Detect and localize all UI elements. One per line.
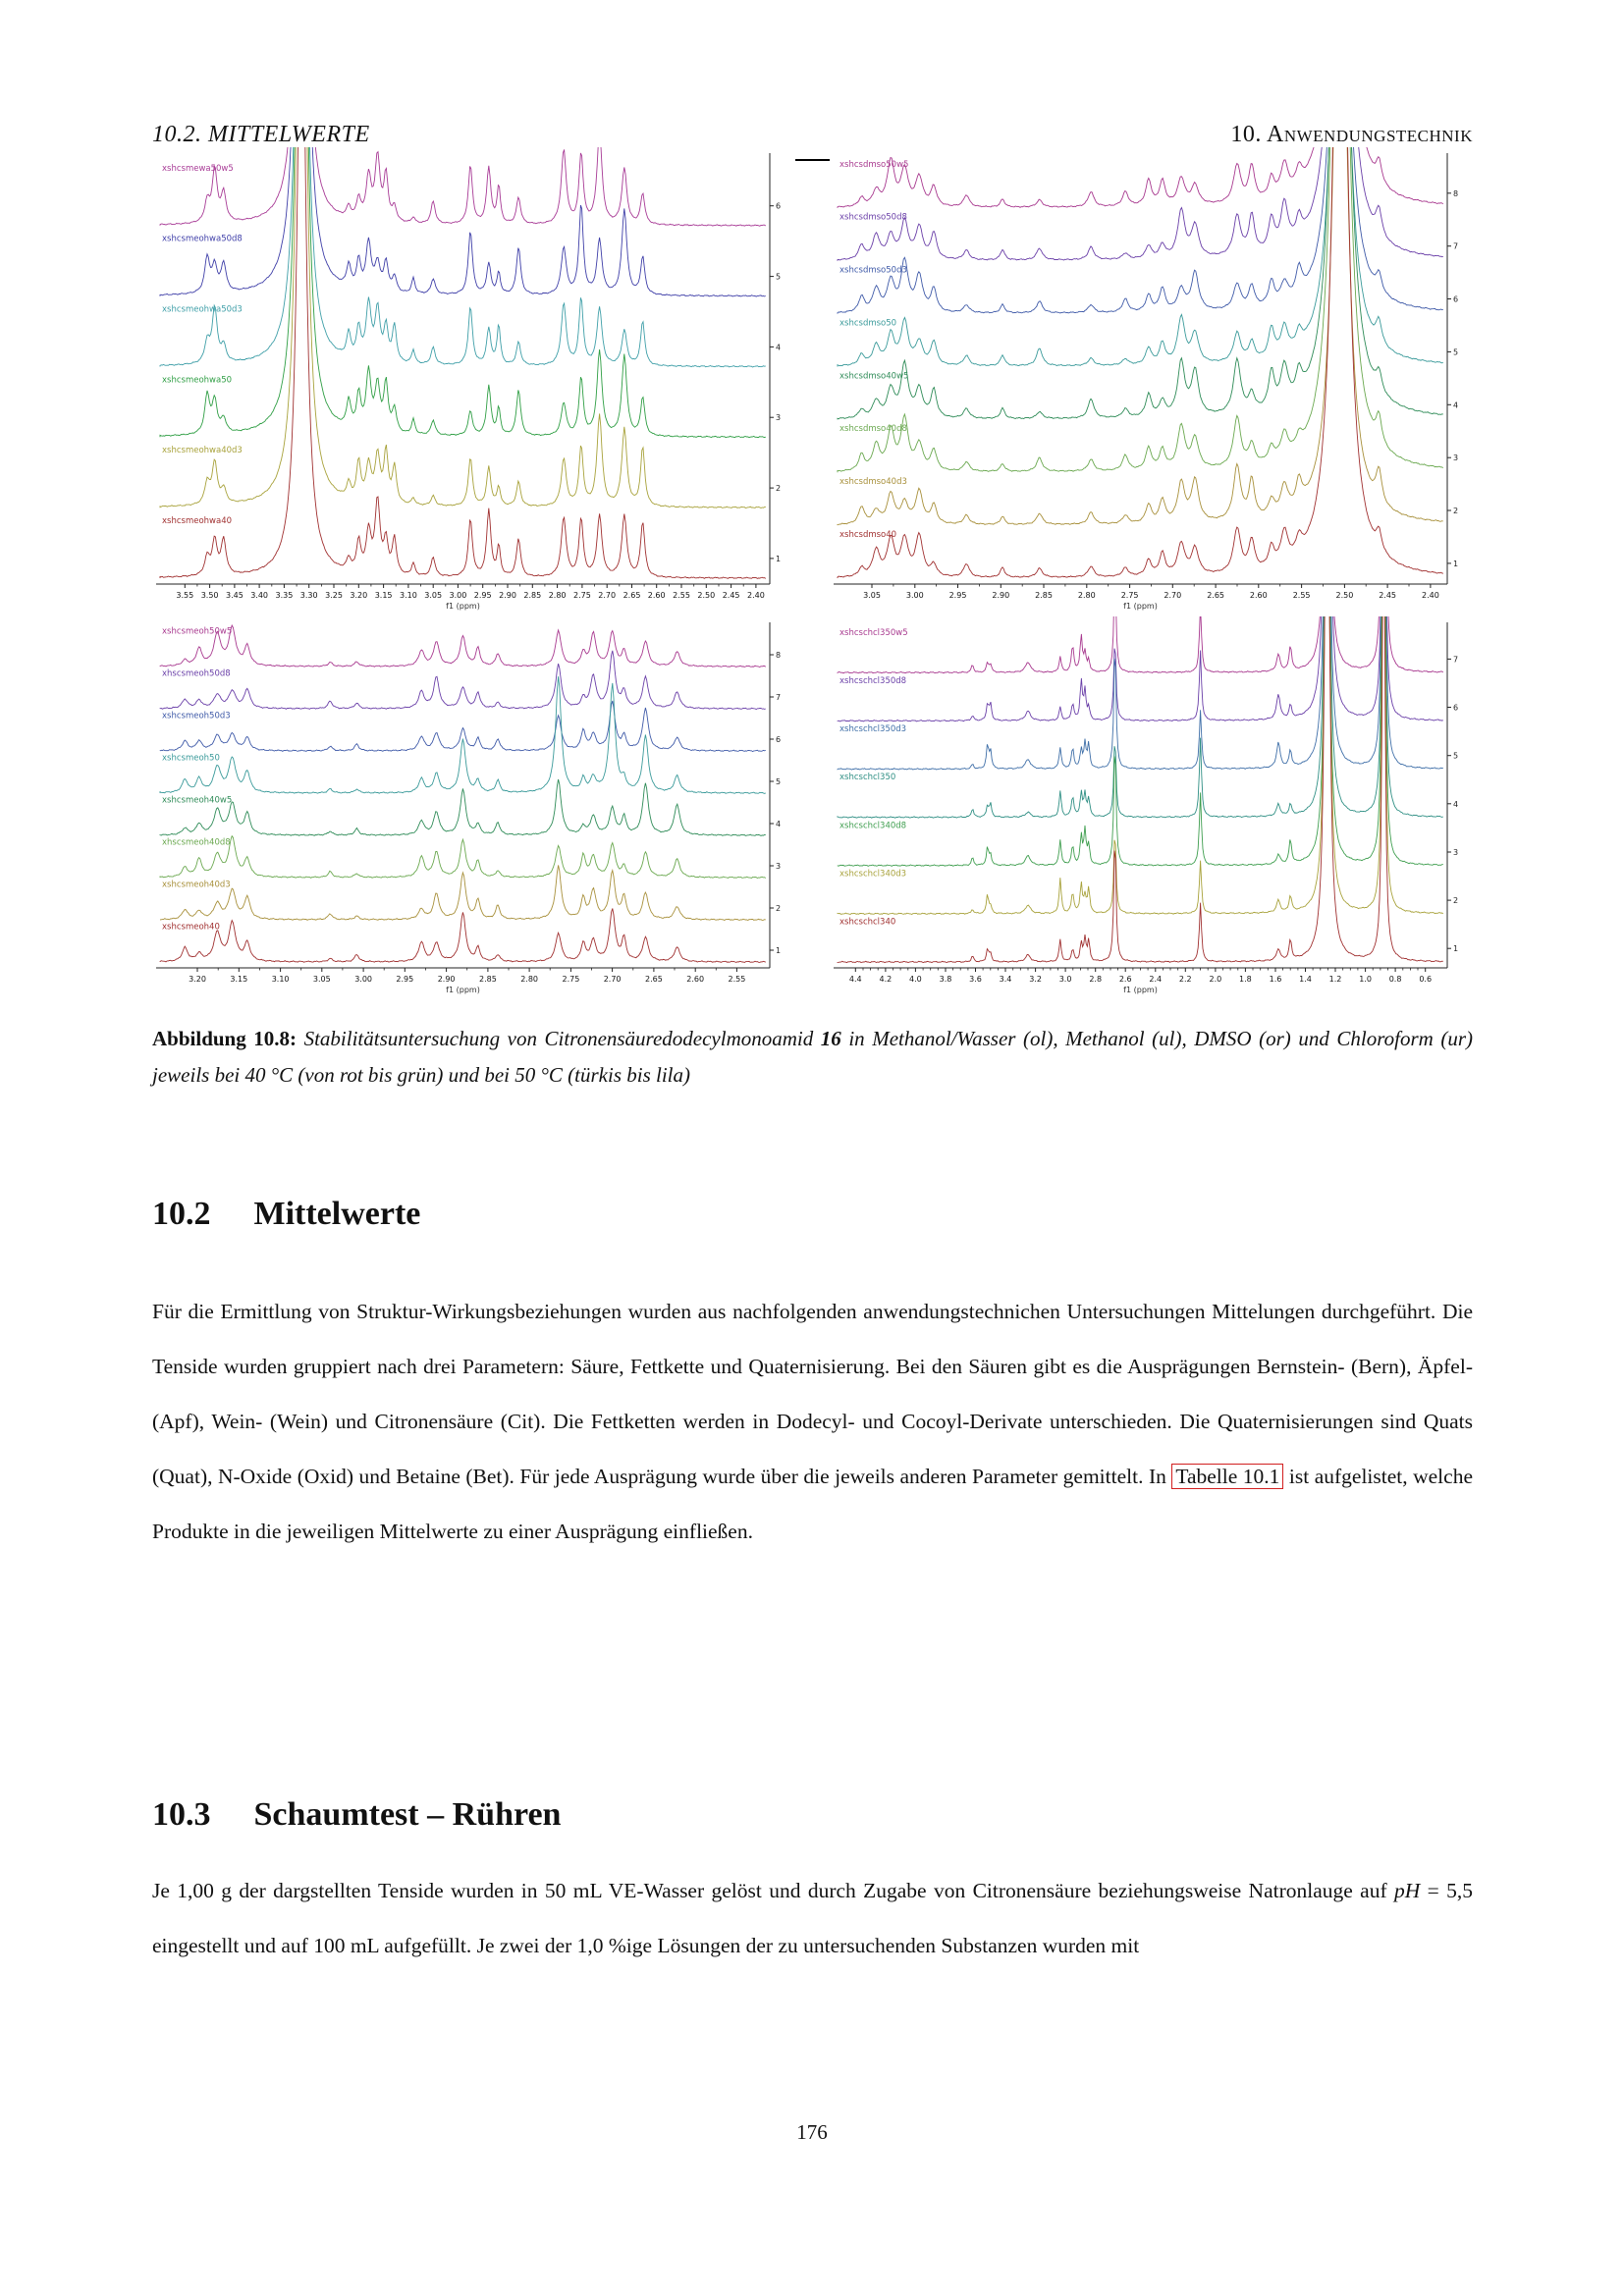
svg-text:6: 6 (1453, 294, 1459, 304)
para-10-2-text-1: Für die Ermittlung von Struktur-Wirkungsbeziehungen wurden aus nachfolgenden anwendungstechnichen Untersuchungen Mittelungen durchgeführt. Die Tenside wurden gruppiert nach drei Parametern: Säure, Fettkette und Quaternisierung. Bei den Säuren gibt es die Ausprägungen Bernstein- (Bern), Äpfel- (Apf), Wein- (Wein) und Citronensäure (Cit). Die Fettketten werden in Dodecyl- und Cocoyl-Derivate unterschieden. Die Quaternisierungen sind Quats (Quat), N-Oxide (Oxid) und Betaine (Bet). Für jede Ausprägung wurde über die jeweils anderen Parameter gemittelt. In (152, 1300, 1473, 1488)
svg-text:8: 8 (776, 651, 782, 660)
svg-text:2.70: 2.70 (603, 975, 622, 984)
svg-text:0.8: 0.8 (1388, 975, 1402, 984)
svg-text:3.35: 3.35 (275, 591, 294, 600)
svg-text:xshcschcl350: xshcschcl350 (839, 773, 896, 783)
svg-text:7: 7 (1453, 655, 1459, 665)
svg-text:7: 7 (776, 693, 782, 702)
caption-compound-number: 16 (820, 1027, 841, 1050)
svg-text:2.75: 2.75 (572, 591, 591, 600)
svg-text:f1 (ppm): f1 (ppm) (446, 602, 480, 611)
svg-text:3.00: 3.00 (449, 591, 467, 600)
svg-text:3.50: 3.50 (200, 591, 219, 600)
svg-text:7: 7 (1453, 241, 1459, 251)
svg-text:3.20: 3.20 (189, 975, 206, 984)
svg-text:1: 1 (776, 946, 782, 955)
svg-text:xshcsmeoh50: xshcsmeoh50 (162, 753, 220, 764)
svg-text:2.85: 2.85 (523, 591, 542, 600)
svg-text:2.60: 2.60 (647, 591, 666, 600)
svg-text:4: 4 (776, 343, 782, 352)
svg-text:2.2: 2.2 (1178, 975, 1192, 984)
svg-text:3.20: 3.20 (350, 591, 368, 600)
svg-text:2.70: 2.70 (598, 591, 617, 600)
svg-text:xshcsmeohwa40d3: xshcsmeohwa40d3 (162, 446, 243, 456)
running-header-right: 10. Anwendungstechnik (1230, 122, 1473, 147)
running-header-left: 10.2. MITTELWERTE (152, 122, 370, 147)
svg-text:xshcschcl350d3: xshcschcl350d3 (839, 724, 907, 735)
svg-text:f1 (ppm): f1 (ppm) (1123, 986, 1158, 994)
svg-text:2.55: 2.55 (673, 591, 690, 600)
section-10-2-heading (152, 1196, 420, 1233)
svg-text:2.80: 2.80 (1077, 591, 1096, 600)
svg-text:1.6: 1.6 (1269, 975, 1282, 984)
svg-text:2.40: 2.40 (1421, 591, 1439, 600)
para-10-3-math-eq: = 5,5 (1420, 1879, 1473, 1902)
svg-text:2: 2 (1453, 507, 1459, 515)
section-10-2-paragraph (152, 1284, 1473, 1559)
caption-text-1: Stabilitätsuntersuchung von Citronensäuredodecylmonoamid (297, 1027, 821, 1050)
svg-text:xshcsdmso40d3: xshcsdmso40d3 (839, 477, 907, 488)
svg-text:xshcsmeohwa40: xshcsmeohwa40 (162, 516, 233, 526)
svg-text:2.90: 2.90 (437, 975, 456, 984)
svg-text:2.8: 2.8 (1089, 975, 1103, 984)
svg-text:2.65: 2.65 (1207, 591, 1225, 600)
svg-text:f1 (ppm): f1 (ppm) (446, 986, 480, 994)
para-10-3-math-var: pH (1393, 1879, 1421, 1902)
svg-text:4.4: 4.4 (848, 975, 862, 984)
svg-text:3.05: 3.05 (863, 591, 881, 600)
svg-text:2.60: 2.60 (686, 975, 705, 984)
nmr-panel-dmso (830, 147, 1473, 614)
svg-text:2: 2 (776, 904, 782, 913)
svg-text:2.0: 2.0 (1209, 975, 1222, 984)
svg-text:2.60: 2.60 (1249, 591, 1268, 600)
svg-text:xshcschcl350w5: xshcschcl350w5 (839, 627, 908, 638)
section-10-3-heading (152, 1796, 561, 1834)
svg-text:0.6: 0.6 (1419, 975, 1433, 984)
svg-text:xshcsdmso40w5: xshcsdmso40w5 (839, 371, 909, 382)
svg-text:2: 2 (776, 484, 782, 494)
svg-text:xshcsmeoh50w5: xshcsmeoh50w5 (162, 626, 233, 637)
svg-text:3.40: 3.40 (250, 591, 269, 600)
svg-text:2.45: 2.45 (722, 591, 740, 600)
svg-text:1.0: 1.0 (1359, 975, 1372, 984)
svg-text:2.40: 2.40 (746, 591, 765, 600)
svg-text:3.10: 3.10 (399, 591, 417, 600)
section-10-3-number: 10.3 (152, 1796, 211, 1833)
svg-text:3: 3 (1453, 848, 1459, 857)
svg-text:3.6: 3.6 (969, 975, 982, 984)
svg-text:3.15: 3.15 (374, 591, 393, 600)
svg-text:4: 4 (776, 820, 782, 828)
svg-text:1: 1 (776, 554, 782, 563)
svg-text:6: 6 (1453, 703, 1459, 713)
svg-text:2.75: 2.75 (1120, 591, 1139, 600)
svg-text:2.90: 2.90 (992, 591, 1010, 600)
svg-text:1: 1 (1453, 559, 1459, 568)
svg-text:xshcsdmso50d8: xshcsdmso50d8 (839, 212, 907, 223)
svg-text:2.55: 2.55 (728, 975, 746, 984)
svg-text:3.05: 3.05 (424, 591, 443, 600)
svg-text:xshcsmewa50w5: xshcsmewa50w5 (162, 163, 234, 174)
caption-text-2: in Methanol/Wasser (ol), Methanol (ul), DMSO (or) und Chloroform (ur) jeweils bei 40 °C (von rot bis grün) und bei 50 °C (türkis bis lila) (152, 1027, 1474, 1087)
svg-text:2.90: 2.90 (499, 591, 516, 600)
svg-text:xshcschcl340d8: xshcschcl340d8 (839, 821, 907, 831)
svg-text:1: 1 (1453, 944, 1459, 954)
svg-text:1.4: 1.4 (1299, 975, 1312, 984)
svg-text:6: 6 (776, 201, 782, 211)
svg-text:xshcsdmso50d3: xshcsdmso50d3 (839, 265, 907, 276)
section-10-2-number: 10.2 (152, 1196, 211, 1232)
svg-text:2.55: 2.55 (1292, 591, 1311, 600)
svg-text:xshcsmeohwa50: xshcsmeohwa50 (162, 375, 233, 386)
svg-text:6: 6 (776, 735, 782, 744)
svg-text:8: 8 (1453, 188, 1459, 198)
svg-text:3.00: 3.00 (905, 591, 924, 600)
page-number: 176 (796, 2120, 828, 2144)
nmr-panel-methanol (152, 616, 795, 997)
svg-text:xshcsdmso40: xshcsdmso40 (839, 530, 897, 540)
svg-text:3.30: 3.30 (299, 591, 318, 600)
svg-text:xshcsmeoh40w5: xshcsmeoh40w5 (162, 795, 233, 806)
svg-text:1.8: 1.8 (1239, 975, 1252, 984)
svg-text:3: 3 (1453, 454, 1459, 463)
svg-text:xshcsmeoh50d3: xshcsmeoh50d3 (162, 711, 231, 721)
svg-text:xshcschcl340d3: xshcschcl340d3 (839, 869, 907, 880)
svg-text:5: 5 (1453, 751, 1459, 761)
svg-text:3: 3 (776, 413, 782, 423)
svg-text:3.0: 3.0 (1058, 975, 1072, 984)
svg-text:2: 2 (1453, 896, 1459, 906)
section-10-3-title: Schaumtest – Rühren (253, 1796, 562, 1833)
svg-text:2.80: 2.80 (548, 591, 567, 600)
svg-text:2.95: 2.95 (396, 975, 414, 984)
svg-text:2.85: 2.85 (1035, 591, 1053, 600)
svg-text:xshcsmeohwa50d8: xshcsmeohwa50d8 (162, 234, 243, 244)
svg-text:xhscsmeoh50d8: xhscsmeoh50d8 (162, 668, 231, 679)
svg-text:2.75: 2.75 (562, 975, 580, 984)
svg-text:3.2: 3.2 (1029, 975, 1042, 984)
svg-text:xhscsmeoh40d8: xhscsmeoh40d8 (162, 837, 231, 848)
svg-text:2.50: 2.50 (1335, 591, 1354, 600)
svg-text:xshcsmeoh40d3: xshcsmeoh40d3 (162, 880, 231, 890)
svg-text:4: 4 (1453, 400, 1459, 410)
nmr-panel-methanol-wasser (152, 147, 795, 614)
section-10-3-paragraph (152, 1863, 1473, 1973)
svg-text:5: 5 (776, 272, 782, 282)
svg-text:2.65: 2.65 (644, 975, 663, 984)
svg-text:2.80: 2.80 (520, 975, 539, 984)
svg-text:4: 4 (1453, 799, 1459, 809)
svg-text:3.8: 3.8 (939, 975, 952, 984)
svg-text:2.70: 2.70 (1164, 591, 1182, 600)
svg-text:4.2: 4.2 (879, 975, 893, 984)
svg-text:xshcsdmso40d8: xshcsdmso40d8 (839, 424, 907, 435)
svg-text:xshcsmeohwa50d3: xshcsmeohwa50d3 (162, 304, 243, 315)
svg-text:f1 (ppm): f1 (ppm) (1123, 602, 1158, 611)
svg-text:5: 5 (1453, 347, 1459, 357)
svg-text:2.4: 2.4 (1149, 975, 1163, 984)
svg-text:5: 5 (776, 777, 782, 786)
svg-text:3.4: 3.4 (999, 975, 1012, 984)
svg-text:3.25: 3.25 (325, 591, 343, 600)
svg-text:3: 3 (776, 862, 782, 871)
svg-text:4.0: 4.0 (909, 975, 922, 984)
caption-label: Abbildung 10.8: (152, 1027, 298, 1050)
svg-text:2.95: 2.95 (948, 591, 967, 600)
para-10-3-text-1: Je 1,00 g der dargstellten Tenside wurden in 50 mL VE-Wasser gelöst und durch Zugabe von Citronensäure beziehungsweise Natronlauge auf (152, 1879, 1394, 1902)
svg-text:2.95: 2.95 (473, 591, 492, 600)
svg-text:3.05: 3.05 (312, 975, 331, 984)
svg-text:3.10: 3.10 (271, 975, 290, 984)
figure-10-8 (152, 147, 1473, 999)
svg-text:xshcsdmso50: xshcsdmso50 (839, 318, 897, 329)
svg-text:3.55: 3.55 (176, 591, 194, 600)
nmr-panel-chloroform (830, 616, 1473, 997)
figure-caption (152, 1021, 1473, 1094)
svg-text:xshcsmeoh40: xshcsmeoh40 (162, 922, 220, 933)
para-10-2-text-2: ist aufgelistet, welche Produkte in die jeweiligen Mittelwerte zu einer Ausprägung einfließen. (152, 1465, 1473, 1543)
svg-text:2.65: 2.65 (623, 591, 641, 600)
svg-text:3.45: 3.45 (225, 591, 244, 600)
svg-text:3.00: 3.00 (354, 975, 373, 984)
svg-text:1.2: 1.2 (1328, 975, 1342, 984)
section-10-2-title: Mittelwerte (253, 1196, 421, 1232)
svg-text:3.15: 3.15 (230, 975, 248, 984)
svg-text:xshcschcl340: xshcschcl340 (839, 917, 896, 928)
svg-text:xshcschcl350d8: xshcschcl350d8 (839, 676, 907, 686)
svg-text:2.6: 2.6 (1118, 975, 1132, 984)
tabelle-10-1-link[interactable]: Tabelle 10.1 (1171, 1464, 1283, 1489)
svg-text:xshcsdmso50w5: xshcsdmso50w5 (839, 159, 909, 170)
svg-text:2.50: 2.50 (697, 591, 716, 600)
svg-text:2.45: 2.45 (1379, 591, 1397, 600)
svg-text:2.85: 2.85 (478, 975, 497, 984)
para-10-3-text-2: eingestellt und auf 100 mL aufgefüllt. Je zwei der 1,0 %ige Lösungen der zu untersuchenden Substanzen wurden mit (152, 1934, 1140, 1957)
